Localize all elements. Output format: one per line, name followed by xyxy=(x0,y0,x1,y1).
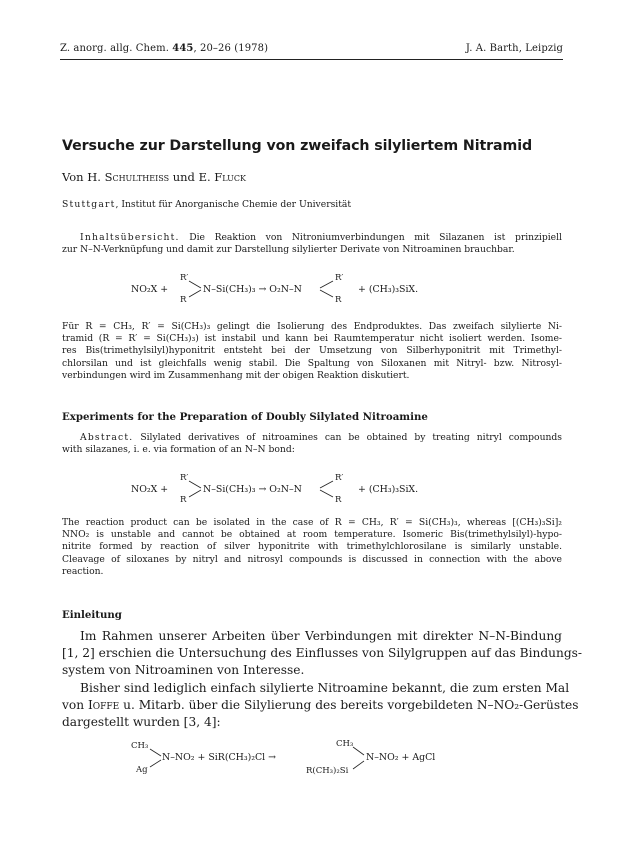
inhaltsuebersicht-body: Für R = CH₃, R′ = Si(CH₃)₃ gelingt die Isolierung des Endproduktes. Das zweifach silylierte Ni- tramid (R = R′ = Si(CH₃)₃) ist instabil und kann bei Raumtemperatur nicht isoliert werden. Isome- res Bis(trimethylsilyl)hyponitrit entsteht bei der Umsetzung von Silberhyponitrit mit Trimethyl- chlorsilan und ist gleichfalls wenig stabil. Die Spaltung von Siloxanen mit Nitryl- bzw. Nitrosyl- verbindungen wird im Zusammenhang mit der obigen Reaktion diskutiert. xyxy=(62,321,562,381)
einleitung-para-2: Bisher sind lediglich einfach silylierte Nitroamine bekannt, die zum ersten Mal von Ioffe u. Mitarb. über die Silylierung des bereits vorgebildeten N–NO₂-Gerüstes dargestellt wurden [3, 4]: xyxy=(62,681,579,730)
abstract-label: Abstract. xyxy=(80,432,134,443)
affiliation: Stuttgart, Institut für Anorganische Chemie der Universität xyxy=(62,199,352,210)
einleitung-para-1: Im Rahmen unserer Arbeiten über Verbindungen mit direkter N–N-Bindung [1, 2] erschien die Untersuchung des Einflusses von Silylgruppen auf das Bindungs- system von Nitroaminen von Interesse. xyxy=(62,629,583,678)
ioffe-name: Ioffe xyxy=(87,698,120,713)
abstract-body: The reaction product can be isolated in the case of R = CH₃, R′ = Si(CH₃)₃, whereas [(CH₃)₃Si]₂ NNO₂ is unstable and cannot be obtained at room temperature. Isomeric Bis(trimethylsilyl)-hypo- nitrite formed by reaction of silver hyponitrite with trimethylchlorosilane is similarly unstable. Cleavage of siloxanes by nitryl and nitrosyl compounds is discussed in connection with the above reaction. xyxy=(62,517,562,577)
author-1: Schultheiss xyxy=(104,170,170,184)
publisher: J. A. Barth, Leipzig xyxy=(465,43,563,54)
journal-volume: 445 xyxy=(172,43,194,54)
paper-title: Versuche zur Darstellung von zweifach silyliertem Nitramid xyxy=(62,138,533,154)
inhaltsuebersicht-intro: Inhaltsübersicht. Die Reaktion von Nitroniumverbindungen mit Silazanen ist prinzipiell zur N–N-Verknüpfung und damit zur Darstellung silylierter Derivate von Nitroaminen brauchbar. xyxy=(62,232,562,256)
abstract-intro: Abstract. Silylated derivatives of nitroamines can be obtained by treating nitryl compounds with silazanes, i. e. via formation of an N–N bond: xyxy=(62,432,562,456)
author-2: Fluck xyxy=(214,170,246,184)
english-title: Experiments for the Preparation of Doubly Silylated Nitroamine xyxy=(62,411,428,423)
inhaltsuebersicht-label: Inhaltsübersicht. xyxy=(80,232,180,243)
affiliation-city: Stuttgart xyxy=(62,199,116,210)
journal-citation: Z. anorg. allg. Chem. 445, 20–26 (1978) xyxy=(60,43,269,54)
einleitung-heading: Einleitung xyxy=(62,609,122,621)
authors: Von H. Schultheiss und E. Fluck xyxy=(62,170,246,184)
